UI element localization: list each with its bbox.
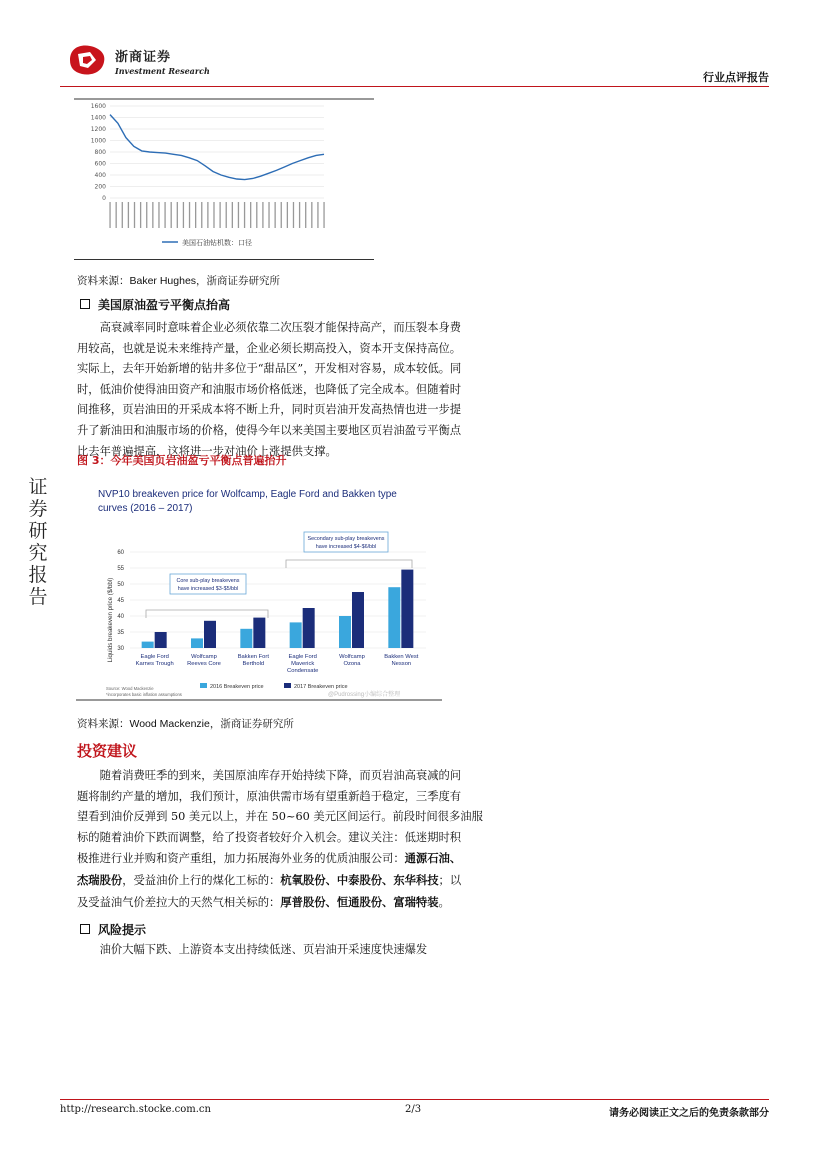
bullet-square-icon (80, 924, 90, 934)
chart1-xtick-label (213, 202, 214, 228)
stock-picks-gas: 厚普股份、恒通股份、富瑞特装 (280, 894, 439, 909)
bar-2016 (290, 622, 302, 648)
stock-picks-coalchem: 杭氧股份、中泰股份、东华科技 (280, 872, 439, 887)
advice-text: ；以 (438, 873, 462, 887)
chart1-xtick-label (287, 202, 288, 228)
chart1-xtick-label (238, 202, 239, 228)
chart2-ytick-label: 45 (117, 598, 124, 604)
advice-text: 。 (438, 895, 450, 909)
advice-text: 及受益油气价差拉大的天然气相关标的： (77, 895, 281, 909)
figure3-source: 资料来源：Wood Mackenzie，浙商证券研究所 (77, 718, 294, 730)
section1-heading-text: 美国原油盈亏平衡点抬高 (98, 298, 231, 312)
chart2-ytick-label: 50 (117, 582, 124, 588)
chart1-xtick-label (195, 202, 196, 228)
chart1-xtick-label (177, 202, 178, 228)
chart1-ytick-label: 1200 (90, 126, 106, 133)
chart1-xtick-label (201, 202, 202, 228)
chart1-xtick-label (317, 202, 318, 228)
brand-name-cn: 浙商证券 (115, 50, 172, 65)
section1-paragraph (77, 318, 547, 462)
bar-2017 (401, 570, 413, 648)
figure3-title: 图 3：今年美国页岩油盈亏平衡点普遍抬升 (77, 454, 287, 467)
figure2-bottom-rule (74, 259, 374, 260)
chart1-xtick-label (281, 202, 282, 228)
chart1-xtick-label (232, 202, 233, 228)
chart1-ytick-label: 1600 (90, 103, 106, 110)
chart1-xtick-label (268, 202, 269, 228)
advice-line (77, 870, 547, 892)
section1-line: 时，低油价使得油田资产和油服市场价格低迷，也降低了完全成本。但随着时 (77, 382, 462, 396)
chart1-ytick-label: 200 (94, 183, 106, 191)
chart1-xtick-label (323, 202, 324, 228)
risk-heading-text: 风险提示 (98, 923, 147, 937)
chart2-source-note: Source: Wood Mackenzie (106, 686, 154, 691)
bar-2016 (388, 587, 400, 648)
report-type-label: 行业点评报告 (703, 71, 769, 84)
chart2-category-label: Maverick (291, 661, 315, 667)
chart2-category-label: Wolfcamp (339, 654, 365, 660)
chart1-xtick-label (299, 202, 300, 228)
chart1-xtick-label (305, 202, 306, 228)
company-logo (66, 42, 110, 78)
callout1-line1: Core sub-play breakevens (176, 578, 240, 584)
section1-line: 用较高，也就是说未来维持产量，企业必须长期高投入，资本开支保持高位。 (77, 341, 462, 355)
chart1-xtick-label (219, 202, 220, 228)
advice-line: 随着消费旺季的到来，美国原油库存开始持续下降，而页岩油高衰减的问 (99, 769, 462, 782)
chart2-title-line2: curves (2016 – 2017) (98, 503, 193, 514)
chart2-category-label: Condensate (287, 668, 319, 674)
stock-picks-oilservice-2: 杰瑞股份 (77, 872, 123, 887)
rig-count-series-line (110, 115, 324, 180)
advice-line: 望看到油价反弹到 50 美元以上，并在 50~60 美元区间运行。前段时间很多油服 (77, 810, 483, 824)
advice-line: 标的随着油价下跌而调整，给了投资者较好介入机会。建议关注：低迷期时积 (77, 830, 462, 844)
legend-2017-label: 2017 Breakeven price (294, 684, 348, 690)
bullet-square-icon (80, 299, 90, 309)
chart1-xtick-label (189, 202, 190, 228)
stock-picks-oilservice: 通源石油、 (404, 851, 462, 866)
brand-name-en: Investment Research (115, 66, 210, 76)
chart2-category-label: Eagle Ford (288, 654, 317, 660)
chart2-category-label: Bakken Fort (237, 654, 269, 660)
chart1-xtick-label (146, 202, 147, 228)
advice-line (77, 848, 547, 870)
chart1-legend-text: 美国石油钻机数：口径 (182, 239, 252, 247)
chart1-ytick-label: 0 (102, 195, 106, 202)
section1-line: 间推移，页岩油田的开采成本将不断上升，同时页岩油开发高热情也进一步提 (77, 403, 462, 417)
bar-2017 (352, 592, 364, 648)
investment-advice-title: 投资建议 (77, 742, 138, 760)
bar-2016 (142, 642, 154, 648)
chart2-category-label: Bakken West (384, 654, 419, 660)
section1-heading (80, 296, 230, 313)
chart1-ytick-label: 1400 (90, 114, 106, 122)
callout2-line2: have increased $4-$6/bbl (315, 544, 377, 550)
bar-2017 (303, 608, 315, 648)
chart1-xtick-label (122, 202, 123, 228)
chart1-xtick-label (293, 202, 294, 228)
risk-heading (80, 921, 146, 938)
callout2-line1: Secondary sub-play breakevens (307, 536, 385, 542)
chart1-xtick-label (152, 202, 153, 228)
chart1-xtick-label (226, 202, 227, 228)
section1-line: 比去年普遍提高，这将进一步对油价上涨提供支撑。 (77, 444, 337, 458)
legend-2017-swatch (284, 683, 291, 688)
bar-2017 (253, 618, 265, 648)
section1-line: 高衰减率同时意味着企业必须依靠二次压裂才能保持高产，而压裂本身费 (99, 321, 462, 334)
risk-text: 油价大幅下跌、上游资本支出持续低迷、页岩油开采速度快速爆发 (99, 943, 428, 956)
advice-line (77, 892, 547, 914)
chart1-xtick-label (250, 202, 251, 228)
chart1-ytick-label: 600 (94, 160, 106, 168)
chart1-xtick-label (128, 202, 129, 228)
chart1-xtick-label (140, 202, 141, 228)
chart1-xtick-label (164, 202, 165, 228)
header-divider (60, 86, 769, 87)
chart1-xtick-label (274, 202, 275, 228)
legend-2016-label: 2016 Breakeven price (210, 684, 264, 690)
bar-2017 (155, 632, 167, 648)
chart2-ytick-label: 40 (117, 614, 124, 620)
chart1-xtick-label (183, 202, 184, 228)
chart2-category-label: Karnes Trough (135, 661, 174, 667)
bar-2016 (240, 629, 252, 648)
figure2-source: 资料来源：Baker Hughes，浙商证券研究所 (77, 275, 281, 287)
chart1-xtick-label (244, 202, 245, 228)
chart2-category-label: Eagle Ford (140, 654, 169, 660)
chart2-title-line1: NVP10 breakeven price for Wolfcamp, Eagle Ford and Bakken type (98, 489, 397, 500)
advice-line: 题将制约产量的增加，我们预计，原油供需市场有望重新趋于稳定，三季度有 (77, 789, 462, 803)
chart1-xtick-label (262, 202, 263, 228)
chart1-ytick-label: 1000 (90, 137, 106, 145)
chart1-xtick-label (311, 202, 312, 228)
chart1-ytick-label: 800 (94, 149, 106, 156)
chart2-inflation-note: *incorporates basic inflation assumptions (106, 692, 182, 697)
chart1-xtick-label (134, 202, 135, 228)
investment-advice-paragraph (77, 766, 547, 913)
chart1-xtick-label (109, 202, 110, 228)
chart1-xtick-label (158, 202, 159, 228)
disclaimer-note: 请务必阅读正文之后的免责条款部分 (609, 1108, 769, 1119)
chart1-xtick-label (116, 202, 117, 228)
chart2-category-label: Berthold (242, 661, 265, 667)
advice-text: ，受益油价上行的煤化工标的： (122, 873, 281, 887)
chart1-ytick-label: 400 (94, 172, 106, 179)
chart2-ytick-label: 60 (117, 550, 124, 556)
chart2-category-label: Ozona (343, 661, 361, 667)
breakeven-bar-chart (76, 470, 442, 702)
section1-line: 升了新油田和油服市场的价格，使得今年以来美国主要地区页岩油盈亏平衡点 (77, 423, 462, 437)
section1-line: 实际上，去年开始新增的钻井多位于“甜品区”，开发相对容易，成本较低。同 (77, 362, 462, 376)
chart2-ytick-label: 30 (117, 646, 124, 652)
chart1-xtick-label (256, 202, 257, 228)
chart2-category-label: Wolfcamp (191, 654, 217, 660)
chart2-category-label: Nesson (391, 661, 412, 667)
bar-2016 (339, 616, 351, 648)
callout1-line2: have increased $3-$5/bbl (177, 586, 239, 592)
bar-2017 (204, 621, 216, 648)
page-number: 2/3 (405, 1104, 422, 1115)
side-label: 证券研究报告 (28, 476, 48, 608)
chart2-ytick-label: 35 (117, 630, 124, 636)
bar-2016 (191, 638, 203, 648)
rig-count-chart (74, 98, 376, 258)
chart1-xtick-label (207, 202, 208, 228)
footer-url[interactable]: http://research.stocke.com.cn (60, 1104, 211, 1115)
chart1-xtick-label (171, 202, 172, 228)
watermark-text: @Pudrossing小编综合整理 (328, 692, 401, 698)
footer-divider (60, 1099, 769, 1100)
chart2-ytick-label: 55 (117, 566, 124, 572)
advice-text: 极推进行业并购和资产重组，加力拓展海外业务的优质油服公司： (77, 852, 405, 866)
chart2-category-label: Reeves Core (187, 661, 221, 667)
chart2-ylabel: Liquids breakeven price ($/bbl) (107, 577, 114, 663)
legend-2016-swatch (200, 683, 207, 688)
